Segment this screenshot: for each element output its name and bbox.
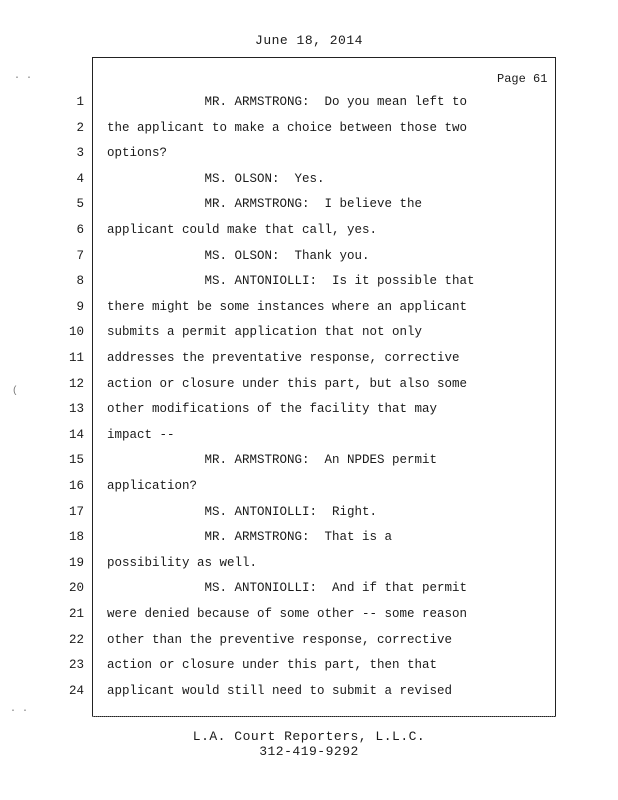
frame-dotted-rule	[92, 716, 556, 717]
line-text: action or closure under this part, but also some	[107, 376, 468, 391]
line-number: 11	[68, 351, 84, 365]
line-text: options?	[107, 146, 168, 161]
margin-mark: · ·	[10, 706, 29, 717]
transcript-line	[0, 476, 618, 496]
line-text: MR. ARMSTRONG: That is a	[107, 530, 393, 545]
transcript-line	[0, 92, 618, 112]
line-text: impact --	[107, 427, 175, 442]
line-number: 10	[68, 325, 84, 340]
transcript-line	[0, 578, 618, 598]
line-text: applicant would still need to submit a revised	[107, 683, 453, 698]
line-text: there might be some instances where an applicant	[107, 299, 468, 314]
line-number: 2	[76, 120, 84, 135]
line-text: possibility as well.	[107, 555, 258, 570]
line-number: 21	[68, 607, 84, 621]
line-text: submits a permit application that not only	[107, 325, 423, 340]
transcript-line	[0, 246, 618, 266]
line-text: action or closure under this part, then that	[107, 658, 438, 673]
line-number: 19	[68, 555, 84, 570]
transcript-line	[0, 118, 618, 138]
line-text: addresses the preventative response, corrective	[107, 351, 460, 365]
transcript-line	[0, 348, 618, 368]
page-number: Page 61	[497, 72, 548, 86]
line-number: 12	[68, 376, 84, 391]
line-text: MS. ANTONIOLLI: Right.	[107, 504, 378, 519]
footer-phone: 312-419-9292	[259, 744, 359, 759]
transcript-line	[0, 630, 618, 650]
line-number: 3	[76, 146, 84, 161]
transcript-line	[0, 399, 618, 419]
line-text: MR. ARMSTRONG: I believe the	[107, 197, 423, 212]
transcript-line	[0, 425, 618, 445]
line-text: MR. ARMSTRONG: Do you mean left to	[107, 95, 468, 109]
line-number: 17	[68, 504, 84, 519]
transcript-line	[0, 169, 618, 189]
transcript-line	[0, 681, 618, 701]
line-text: MS. OLSON: Thank you.	[107, 248, 370, 263]
line-number: 1	[76, 95, 84, 109]
line-number: 18	[68, 530, 84, 545]
transcript-line	[0, 220, 618, 240]
line-number: 8	[76, 274, 84, 289]
line-number: 14	[68, 427, 84, 442]
line-number: 6	[76, 223, 84, 237]
line-text: were denied because of some other -- some reason	[107, 607, 468, 621]
line-text: application?	[107, 479, 198, 493]
header-date: June 18, 2014	[255, 33, 363, 48]
transcript-line	[0, 553, 618, 573]
line-text: other modifications of the facility that may	[107, 402, 438, 417]
transcript-line	[0, 194, 618, 214]
line-text: MS. ANTONIOLLI: And if that permit	[107, 581, 468, 596]
transcript-line	[0, 502, 618, 522]
line-text: MS. ANTONIOLLI: Is it possible that	[107, 274, 475, 289]
line-text: MR. ARMSTRONG: An NPDES permit	[107, 453, 438, 468]
transcript-line	[0, 297, 618, 317]
transcript-line	[0, 271, 618, 291]
line-number: 4	[76, 171, 84, 186]
line-number: 9	[76, 299, 84, 314]
transcript-line	[0, 450, 618, 470]
transcript-line	[0, 655, 618, 675]
line-number: 13	[68, 402, 84, 417]
transcript-line	[0, 374, 618, 394]
line-number: 7	[76, 248, 84, 263]
line-number: 15	[68, 453, 84, 468]
line-text: the applicant to make a choice between those two	[107, 120, 468, 135]
transcript-line	[0, 143, 618, 163]
line-number: 5	[76, 197, 84, 212]
line-text: applicant could make that call, yes.	[107, 223, 378, 237]
line-text: other than the preventive response, corrective	[107, 632, 453, 647]
line-number: 22	[68, 632, 84, 647]
transcript-line	[0, 322, 618, 342]
footer-company: L.A. Court Reporters, L.L.C.	[192, 729, 426, 744]
line-number: 24	[68, 683, 84, 698]
margin-mark: (	[12, 386, 19, 397]
transcript-line	[0, 527, 618, 547]
line-number: 23	[68, 658, 84, 673]
line-number: 16	[68, 479, 84, 493]
line-text: MS. OLSON: Yes.	[107, 171, 325, 186]
line-number: 20	[68, 581, 84, 596]
margin-mark: · ·	[14, 73, 33, 84]
transcript-line	[0, 604, 618, 624]
